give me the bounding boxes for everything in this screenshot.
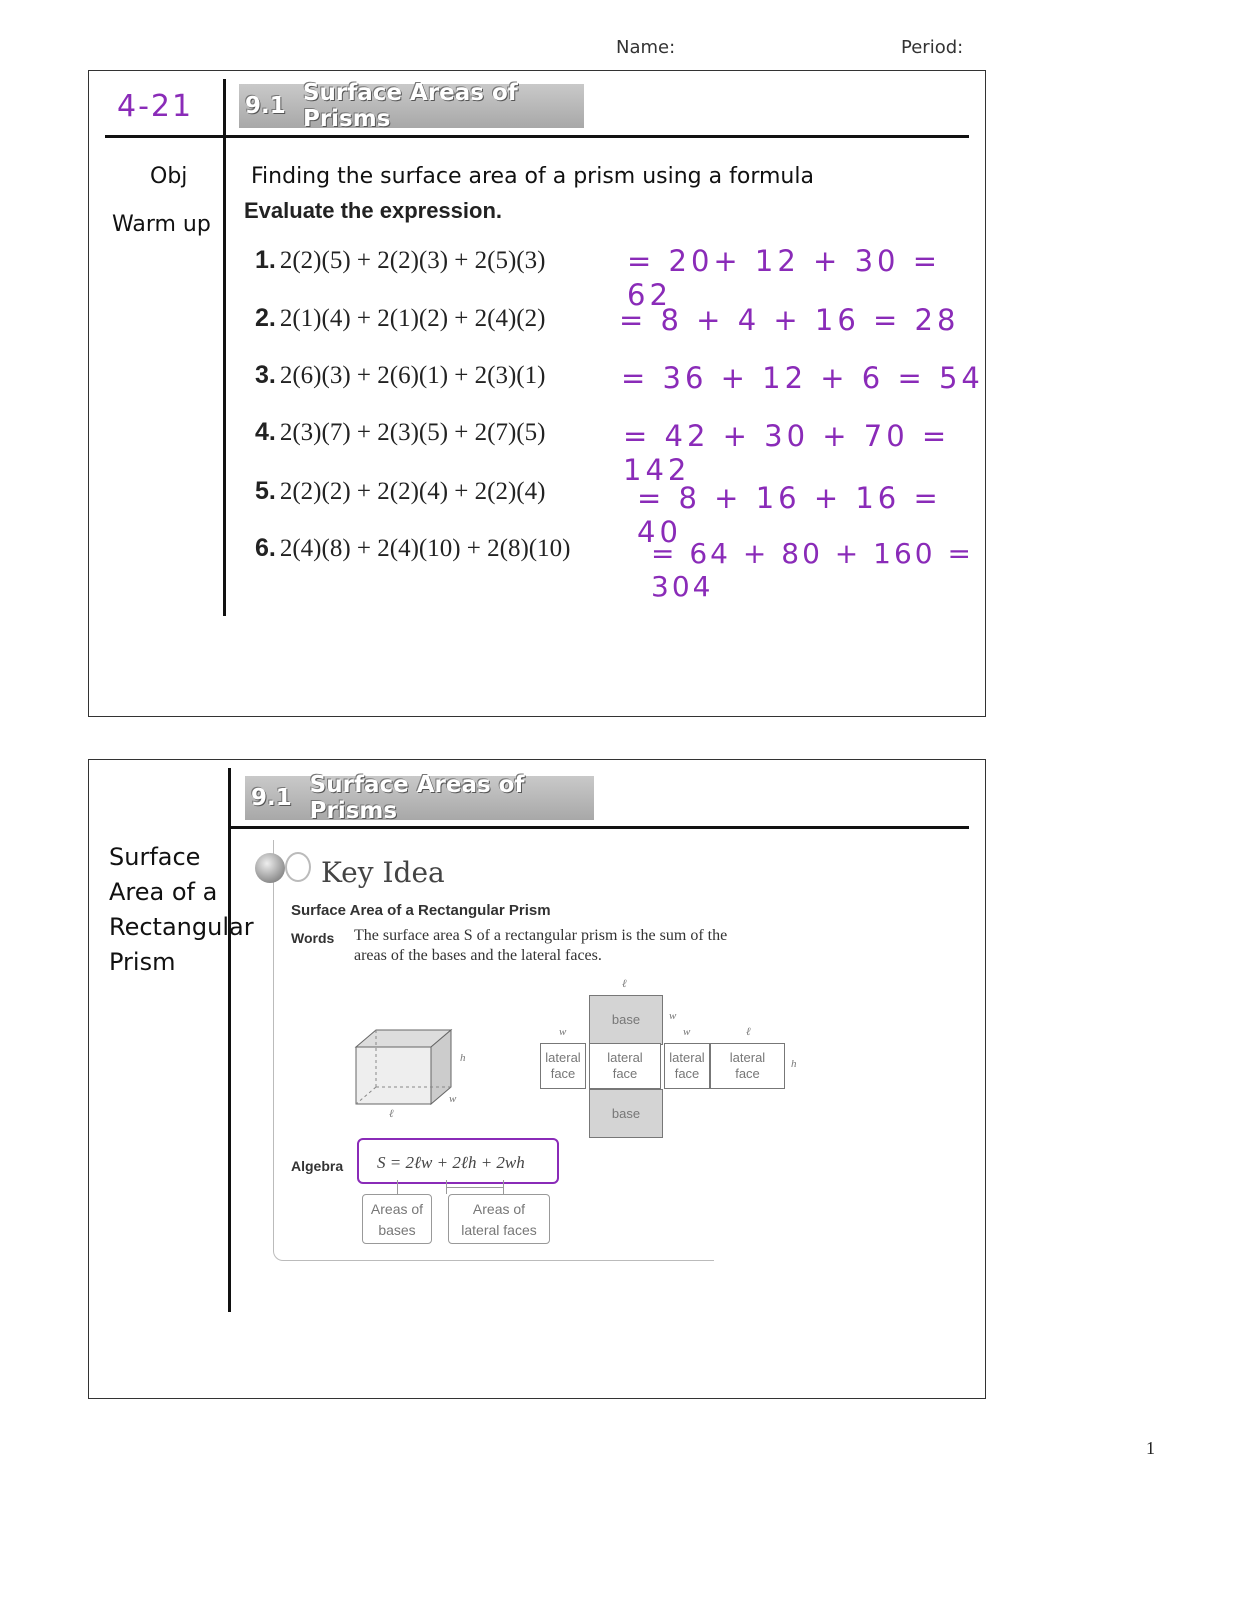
- net-lateral-face: [540, 1043, 586, 1089]
- algebra-label: Algebra: [291, 1158, 344, 1174]
- box-line: bases: [378, 1222, 416, 1238]
- connector-line: [397, 1180, 398, 1194]
- sa-formula: S = 2ℓw + 2ℓh + 2wh: [377, 1153, 525, 1172]
- box-line: Areas of: [472, 1201, 526, 1217]
- net-l-label: ℓ: [746, 1026, 751, 1038]
- problem-5: [255, 477, 545, 506]
- answer-4: = 42 + 30 + 70 = 142: [623, 419, 951, 487]
- words-label: Words: [291, 930, 335, 946]
- prism-l-label: ℓ: [389, 1108, 394, 1120]
- slide-key-idea: [88, 759, 986, 1399]
- horizontal-rule: [228, 826, 969, 829]
- problem-expression: 2(3)(7) + 2(3)(5) + 2(7)(5): [279, 419, 546, 446]
- problem-3: [255, 361, 545, 390]
- name-label: Name:: [616, 37, 676, 58]
- instruction-text: Evaluate the expression.: [244, 198, 502, 223]
- net-lateral-face: [589, 1043, 661, 1089]
- period-label: Period:: [901, 37, 964, 58]
- net-l-label: ℓ: [622, 978, 627, 990]
- banner-title: Surface Areas of Prisms: [302, 80, 518, 132]
- lateral-text: lateral: [729, 1050, 766, 1065]
- sa-rect-title: Surface Area of a Rectangular Prism: [291, 902, 551, 919]
- areas-of-lateral-faces-box: [448, 1194, 550, 1244]
- vertical-rule: [223, 79, 226, 616]
- face-text: face: [735, 1066, 760, 1081]
- lateral-text: lateral: [545, 1050, 581, 1065]
- problem-number: 3.: [255, 361, 276, 389]
- problem-expression: 2(4)(8) + 2(4)(10) + 2(8)(10): [279, 535, 571, 562]
- areas-of-bases-box: [362, 1194, 432, 1244]
- banner-number: 9.1: [251, 785, 292, 811]
- net-w-label: w: [683, 1026, 691, 1038]
- date-note: 4-21: [117, 89, 194, 124]
- net-lateral-face: [664, 1043, 710, 1089]
- problem-expression: 2(6)(3) + 2(6)(1) + 2(3)(1): [279, 362, 546, 389]
- answer-2: = 8 + 4 + 16 = 28: [619, 303, 960, 337]
- problem-number: 4.: [255, 418, 276, 446]
- problem-4: [255, 418, 545, 447]
- side-label-line: Area of a: [109, 878, 218, 906]
- words-line: areas of the bases and the lateral faces.: [354, 947, 602, 964]
- prism-h-label: h: [460, 1052, 466, 1064]
- answer-5: = 8 + 16 + 16 = 40: [637, 481, 942, 549]
- objective-text: Finding the surface area of a prism using a formula: [251, 164, 814, 189]
- words-line: The surface area S of a rectangular prism is the sum of the: [354, 927, 728, 944]
- slide-warmup: [88, 70, 986, 717]
- lateral-text: lateral: [607, 1050, 643, 1065]
- problem-number: 1.: [255, 246, 276, 274]
- connector-line: [503, 1180, 504, 1194]
- side-label-line: Surface: [109, 843, 201, 871]
- problem-expression: 2(2)(5) + 2(2)(3) + 2(5)(3): [279, 247, 546, 274]
- face-text: face: [550, 1066, 576, 1081]
- problem-2: [255, 304, 545, 333]
- connector-line: [446, 1187, 503, 1188]
- answer-1: = 20+ 12 + 30 = 62: [627, 244, 941, 312]
- problem-number: 6.: [255, 534, 276, 562]
- face-text: face: [612, 1066, 638, 1081]
- section-banner: [239, 80, 584, 132]
- net-h-label: h: [791, 1058, 797, 1070]
- answer-6: = 64 + 80 + 160 = 304: [651, 537, 974, 603]
- words-text: [354, 926, 727, 966]
- problem-number: 2.: [255, 304, 276, 332]
- lateral-text: lateral: [669, 1050, 705, 1065]
- key-idea-title: Key Idea: [321, 856, 445, 889]
- net-base-bottom: base: [589, 1089, 663, 1138]
- problem-expression: 2(2)(2) + 2(2)(4) + 2(2)(4): [279, 478, 546, 505]
- problem-number: 5.: [255, 477, 276, 505]
- box-line: Areas of: [370, 1201, 424, 1217]
- net-base-top: base: [589, 995, 663, 1045]
- side-label-line: Rectangular: [109, 913, 254, 941]
- key-idea-icon: [255, 853, 285, 883]
- banner-number: 9.1: [245, 93, 286, 119]
- answer-3: = 36 + 12 + 6 = 54: [621, 361, 984, 395]
- problem-1: [255, 246, 545, 275]
- banner-title: Surface Areas of Prisms: [309, 772, 525, 824]
- warmup-label: Warm up: [112, 212, 211, 237]
- net-lateral-face: [710, 1043, 785, 1089]
- net-w-label: w: [669, 1010, 677, 1022]
- key-idea-ring-icon: [285, 852, 311, 882]
- section-banner: [245, 772, 594, 824]
- prism-w-label: w: [449, 1093, 457, 1105]
- obj-label: Obj: [150, 164, 188, 189]
- rectangular-prism-drawing: [351, 1022, 481, 1122]
- side-label: [109, 840, 254, 980]
- box-line: lateral faces: [461, 1222, 537, 1238]
- problem-expression: 2(1)(4) + 2(1)(2) + 2(4)(2): [279, 305, 546, 332]
- horizontal-rule: [105, 135, 969, 138]
- face-text: face: [674, 1066, 700, 1081]
- side-label-line: Prism: [109, 948, 176, 976]
- page-number: 1: [1146, 1438, 1155, 1458]
- problem-6: [255, 534, 570, 563]
- net-w-label: w: [559, 1026, 567, 1038]
